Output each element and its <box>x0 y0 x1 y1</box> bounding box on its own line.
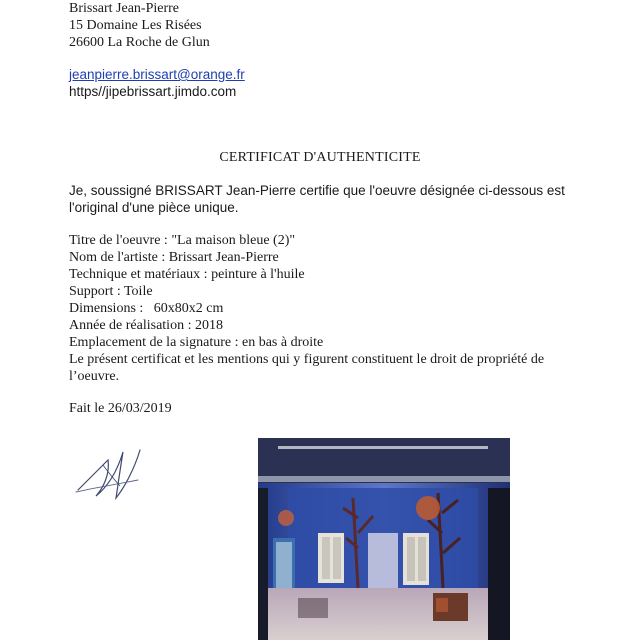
sender-street: 15 Domaine Les Risées <box>69 18 202 33</box>
technique: Technique et matériaux : peinture à l'huile <box>69 267 305 282</box>
artist-name: Nom de l'artiste : Brissart Jean-Pierre <box>69 250 279 265</box>
year: Année de réalisation : 2018 <box>69 318 223 333</box>
artist-signature <box>68 430 158 510</box>
certificate-title: CERTIFICAT D'AUTHENTICITE <box>219 150 421 165</box>
sender-name: Brissart Jean-Pierre <box>69 1 180 16</box>
sender-website: https//jipebrissart.jimdo.com <box>69 84 237 99</box>
artwork-title: Titre de l'oeuvre : "La maison bleue (2)" <box>69 233 296 248</box>
support: Support : Toile <box>69 284 153 299</box>
intro-line-1: Je, soussigné BRISSART Jean-Pierre certifie que l'oeuvre désignée ci-dessous est <box>69 183 565 198</box>
signature-location: Emplacement de la signature : en bas à droite <box>69 335 324 350</box>
sender-email-link[interactable]: jeanpierre.brissart@orange.fr <box>69 67 245 82</box>
certificate-date: Fait le 26/03/2019 <box>69 401 172 416</box>
rights-line-2: l’oeuvre. <box>69 369 120 384</box>
rights-line-1: Le présent certificat et les mentions qui y figurent constituent le droit de propriété de <box>69 352 545 367</box>
dimensions: Dimensions : 60x80x2 cm <box>69 301 224 316</box>
sender-city: 26600 La Roche de Glun <box>69 35 210 50</box>
intro-line-2: l'original d'une pièce unique. <box>69 200 239 215</box>
artwork-photo <box>258 438 510 640</box>
